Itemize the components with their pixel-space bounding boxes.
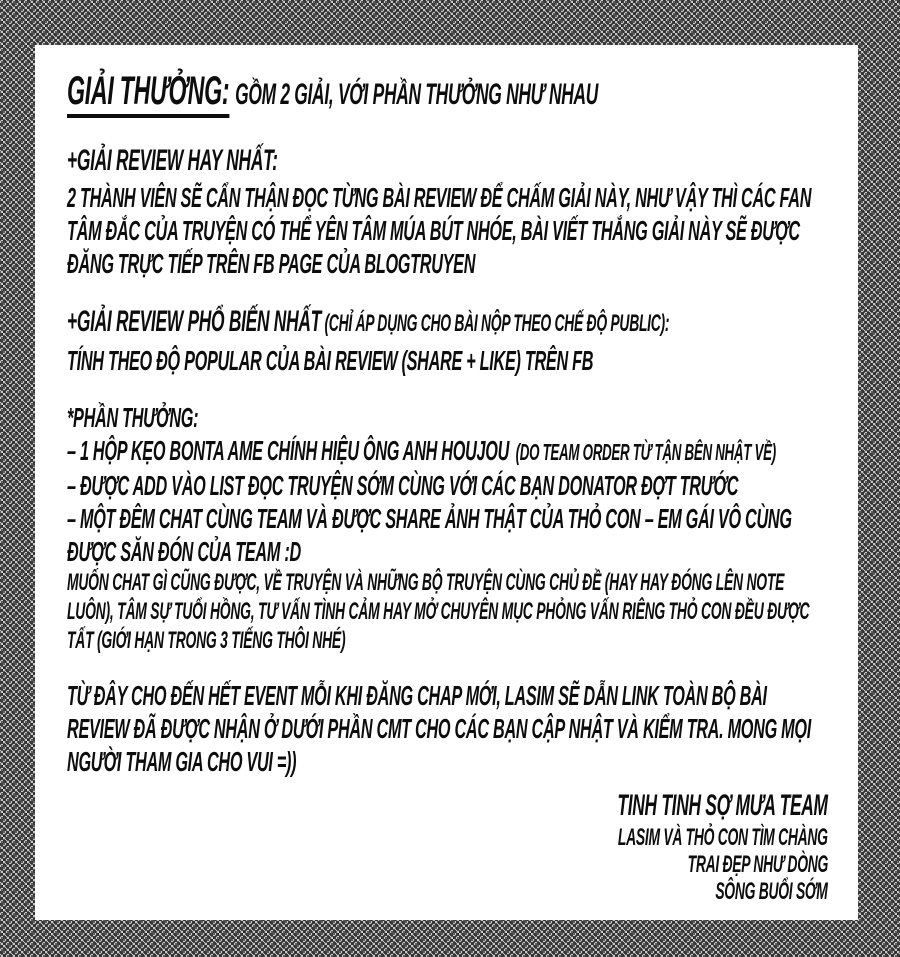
best-review-heading: +GIẢI REVIEW HAY NHẤT: xyxy=(67,144,278,177)
prize-item-note: (DO TEAM ORDER TỪ TẬN BÊN NHẬT VỀ) xyxy=(515,439,776,465)
popular-review-body: TÍNH THEO ĐỘ POPULAR CỦA BÀI REVIEW (SHARE + LIKE) TRÊN FB xyxy=(67,345,594,376)
signature-block xyxy=(67,788,828,905)
prize-item xyxy=(67,434,828,469)
prizes-heading: *PHẦN THƯỞNG: xyxy=(67,402,199,433)
signature-line: SÔNG BUỔI SỚM xyxy=(715,878,828,905)
signature-line: TRAI ĐẸP NHƯ DÒNG xyxy=(687,851,828,878)
prize-item xyxy=(67,502,828,568)
popular-review-heading-note: (CHỈ ÁP DỤNG CHO BÀI NỘP THEO CHẾ ĐỘ PUBLIC): xyxy=(324,310,670,337)
prizes-fine-print: MUỐN CHAT GÌ CŨNG ĐƯỢC, VỀ TRUYỆN VÀ NHỮNG BỘ TRUYỆN CÙNG CHỦ ĐỀ (HAY HAY ĐÓNG LÊN NOTE LUÔN), TÂM SỰ TUỔI HỒNG, TƯ VẤN TÌNH CẢM HAY MỞ CHUYÊN MỤC PHỎNG VẤN RIÊNG THỎ CON ĐỀU ĐƯỢC TẤT (GIỚI HẠN TRONG 3 TIẾNG THÔI NHÉ) xyxy=(67,569,810,654)
prize-item-text: – ĐƯỢC ADD VÀO LIST ĐỌC TRUYỆN SỚM CÙNG VỚI CÁC BẠN DONATOR ĐỢT TRƯỚC xyxy=(67,470,739,501)
announcement-panel xyxy=(35,45,858,920)
prize-item xyxy=(67,469,828,502)
prize-item-text: – 1 HỘP KẸO BONTA AME CHÍNH HIỆU ÔNG ANH HOUJOU xyxy=(67,435,510,466)
best-review-body: 2 THÀNH VIÊN SẼ CẨN THẬN ĐỌC TỪNG BÀI REVIEW ĐỂ CHẤM GIẢI NÀY, NHƯ VẬY THÌ CÁC FAN TÂM ĐẮC CỦA TRUYỆN CÓ THỂ YÊN TÂM MÚA BÚT NHÓE, BÀI VIẾT THẮNG GIẢI NÀY SẼ ĐƯỢC ĐĂNG TRỰC TIẾP TRÊN FB PAGE CỦA BLOGTRUYEN xyxy=(67,182,812,279)
page-title-rest: GỒM 2 GIẢI, VỚI PHẦN THƯỞNG NHƯ NHAU xyxy=(235,78,599,111)
signature-team-name: TINH TINH SỢ MƯA TEAM xyxy=(617,789,828,822)
page-title xyxy=(67,69,828,117)
page-title-underlined: GIẢI THƯỞNG: xyxy=(67,69,229,118)
closing-paragraph: TỪ ĐÂY CHO ĐẾN HẾT EVENT MỖI KHI ĐĂNG CHAP MỚI, LASIM SẼ DẪN LINK TOÀN BỘ BÀI REVIEW ĐÃ ĐƯỢC NHẬN Ở DƯỚI PHẦN CMT CHO CÁC BẠN CẬP NHẬT VÀ KIỂM TRA. MONG MỌI NGƯỜI THAM GIA CHO VUI =)) xyxy=(67,680,811,777)
popular-review-heading xyxy=(67,304,828,342)
prize-item-text: – MỘT ĐÊM CHAT CÙNG TEAM VÀ ĐƯỢC SHARE ẢNH THẬT CỦA THỎ CON – EM GÁI VÔ CÙNG ĐƯỢC SĂN ĐÓN CỦA TEAM :D xyxy=(67,503,792,567)
signature-line: LASIM VÀ THỎ CON TÌM CHÀNG xyxy=(618,824,828,851)
popular-review-heading-main: +GIẢI REVIEW PHỔ BIẾN NHẤT xyxy=(67,305,321,338)
